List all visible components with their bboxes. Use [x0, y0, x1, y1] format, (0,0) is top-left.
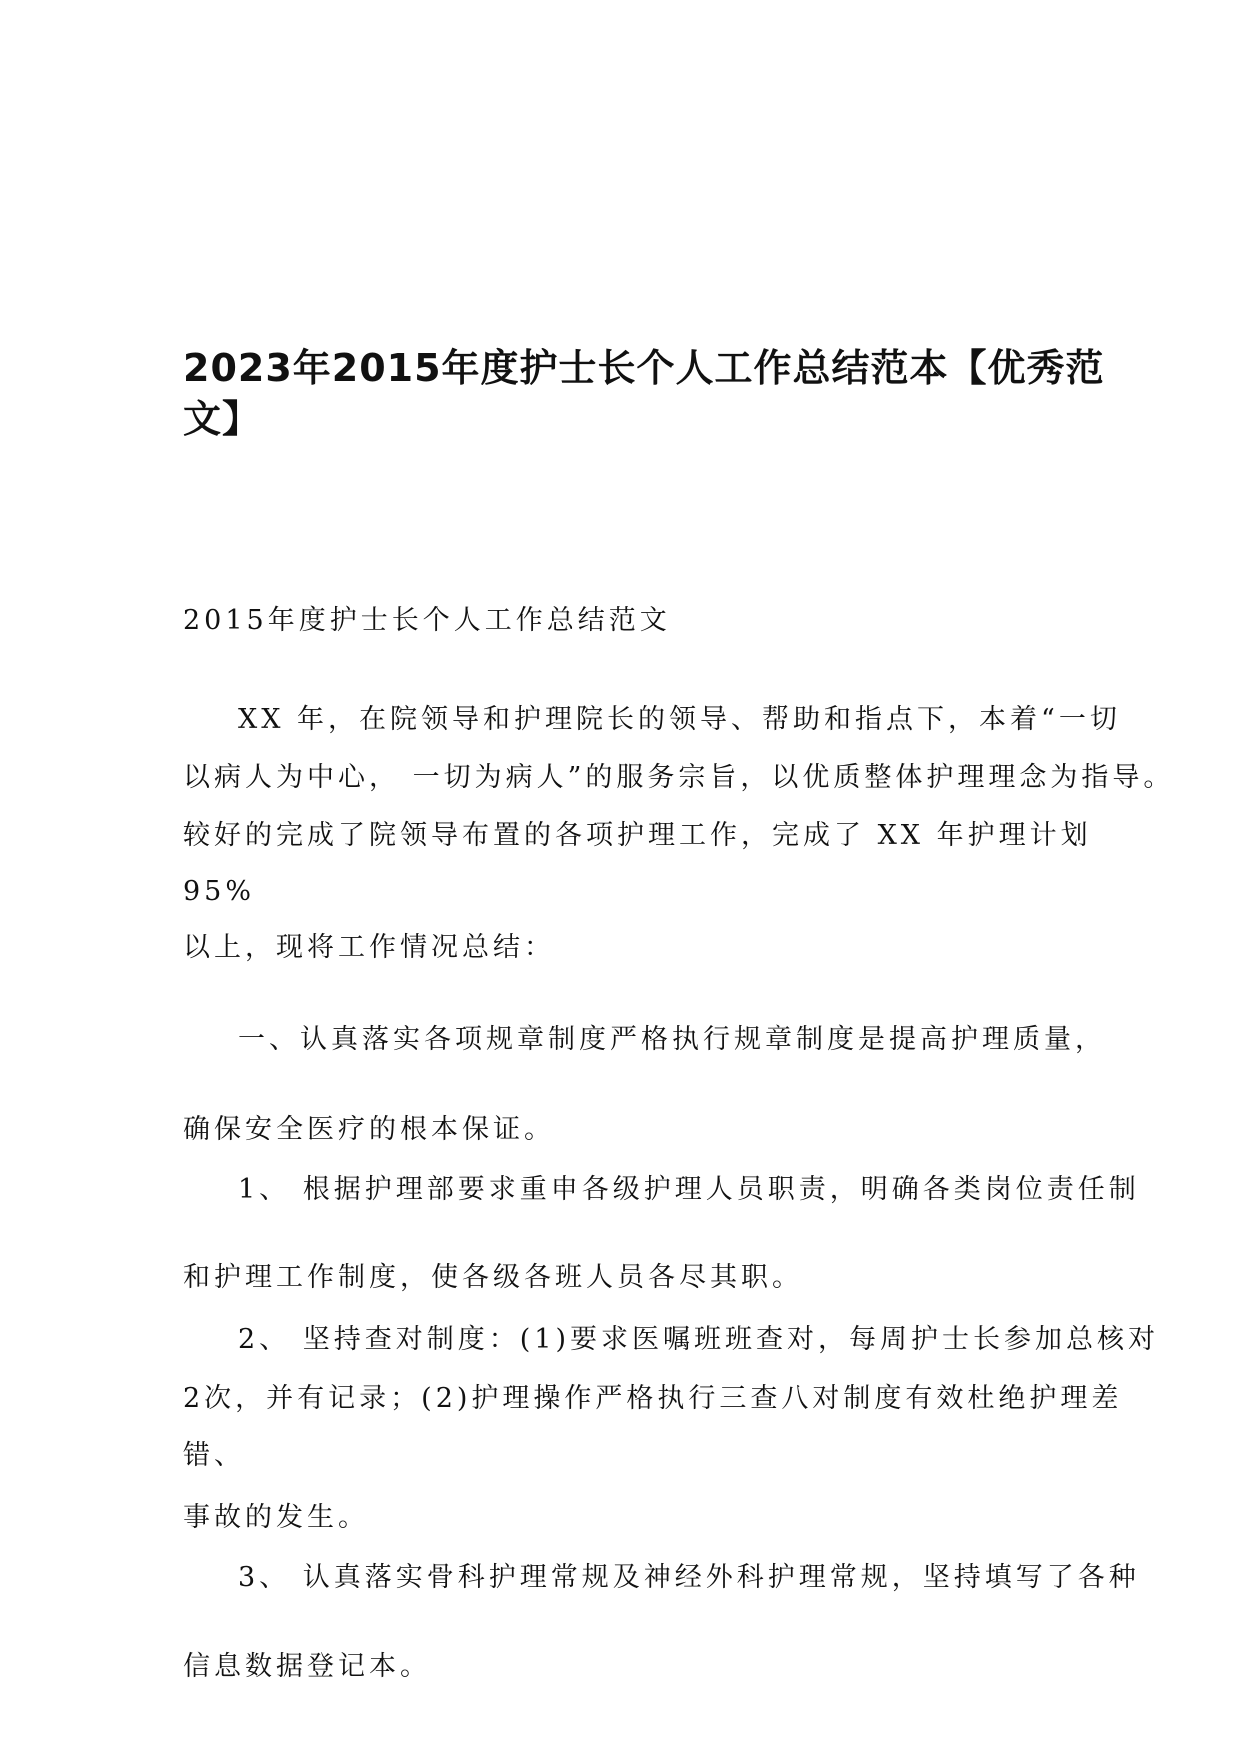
body-line: XX 年，在院领导和护理院长的领导、帮助和指点下，本着“一切 [238, 704, 1121, 735]
body-line: 95% [183, 876, 256, 907]
body-line: 事故的发生。 [183, 1502, 369, 1533]
body-line: 以病人为中心， 一切为病人”的服务宗旨，以优质整体护理理念为指导。 [183, 762, 1175, 793]
body-line: 确保安全医疗的根本保证。 [183, 1114, 555, 1145]
body-line: 较好的完成了院领导布置的各项护理工作，完成了 XX 年护理计划 [183, 820, 1092, 851]
body-line: 2次，并有记录；(2)护理操作严格执行三查八对制度有效杜绝护理差 [183, 1383, 1123, 1414]
body-line: 和护理工作制度，使各级各班人员各尽其职。 [183, 1262, 803, 1293]
body-line: 信息数据登记本。 [183, 1651, 431, 1682]
list-item: 3、 认真落实骨科护理常规及神经外科护理常规，坚持填写了各种 [238, 1562, 1140, 1593]
list-item: 1、 根据护理部要求重申各级护理人员职责，明确各类岗位责任制 [238, 1174, 1140, 1205]
list-item: 2、 坚持查对制度：(1)要求医嘱班班查对，每周护士长参加总核对 [238, 1324, 1160, 1355]
document-subtitle: 2015年度护士长个人工作总结范文 [183, 605, 671, 636]
document-title-line-2: 文】 [183, 397, 262, 441]
section-heading: 一、认真落实各项规章制度严格执行规章制度是提高护理质量， [238, 1024, 1106, 1055]
body-line: 错、 [183, 1440, 245, 1471]
document-title-line-1: 2023年2015年度护士长个人工作总结范本【优秀范 [183, 346, 1105, 390]
body-line: 以上，现将工作情况总结： [183, 932, 555, 963]
